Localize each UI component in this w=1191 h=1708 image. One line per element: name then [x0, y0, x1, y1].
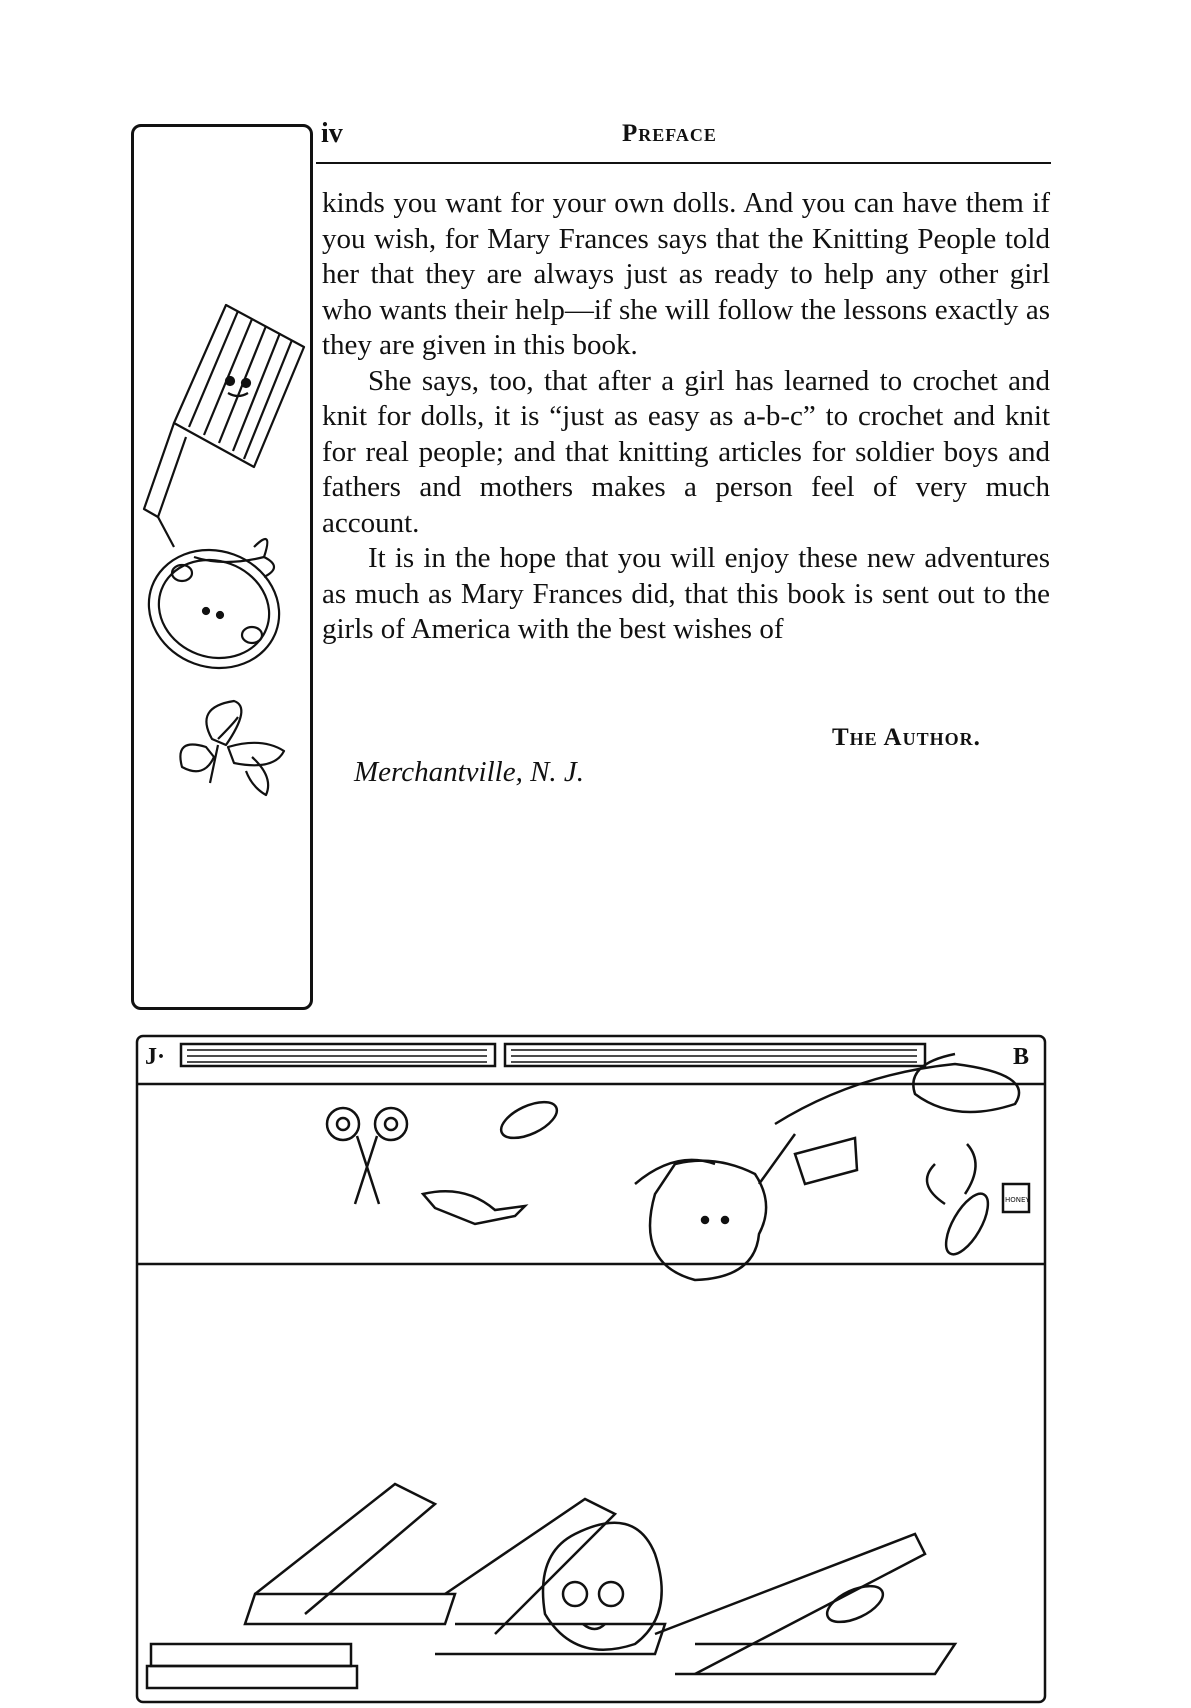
place-line: Merchantville, N. J. [354, 756, 585, 788]
page-number: iv [321, 118, 343, 149]
paragraph-1: kinds you want for your own dolls. And you can have them if you wish, for Mary Frances says that the Knitting People told her that they are always just as ready to help any other girl who wants their help—if she will follow the lessons exactly as they are given in this book. [322, 187, 1050, 361]
butterfly-drawing [180, 701, 284, 795]
steam-drawing [775, 1054, 1019, 1124]
paragraph-2: She says, too, that after a girl has learned to crochet and knit for dolls, it is “just as easy as a-b-c” to crochet and knit for real people; and that knitting articles for soldier boys and fathers and mothers makes a person feel of very much account. [322, 364, 1050, 539]
side-illustrations [134, 127, 316, 1013]
header-rule [316, 162, 1051, 164]
books-scene-drawing [135, 1034, 1047, 1704]
stacked-books-drawing [147, 1644, 357, 1688]
author-signature: The Author. [832, 724, 981, 751]
preface-text [322, 186, 1050, 648]
teapot-drawing [635, 1134, 795, 1280]
honey-jar-label: HONEY [1005, 1196, 1030, 1204]
monogram-right: B [1013, 1044, 1030, 1070]
illustration-frame [137, 1036, 1045, 1702]
bottom-illustration [135, 1034, 1047, 1704]
side-decorative-panel [131, 124, 313, 1010]
bird-drawing [423, 1191, 525, 1224]
scissors-drawing [327, 1108, 407, 1204]
hat-face-drawing [543, 1523, 662, 1650]
thimble-drawing [496, 1095, 562, 1146]
cup-drawing [795, 1138, 857, 1184]
beetle-drawing [822, 1579, 888, 1630]
monogram-left: J· [145, 1044, 166, 1070]
button-drawing [134, 517, 296, 686]
running-head: Preface [622, 120, 717, 147]
paragraph-3: It is in the hope that you will enjoy these new adventures as much as Mary Frances did, that this book is sent out to the girls of America with the best wishes of [322, 542, 1050, 645]
rack-drawing [144, 305, 304, 517]
